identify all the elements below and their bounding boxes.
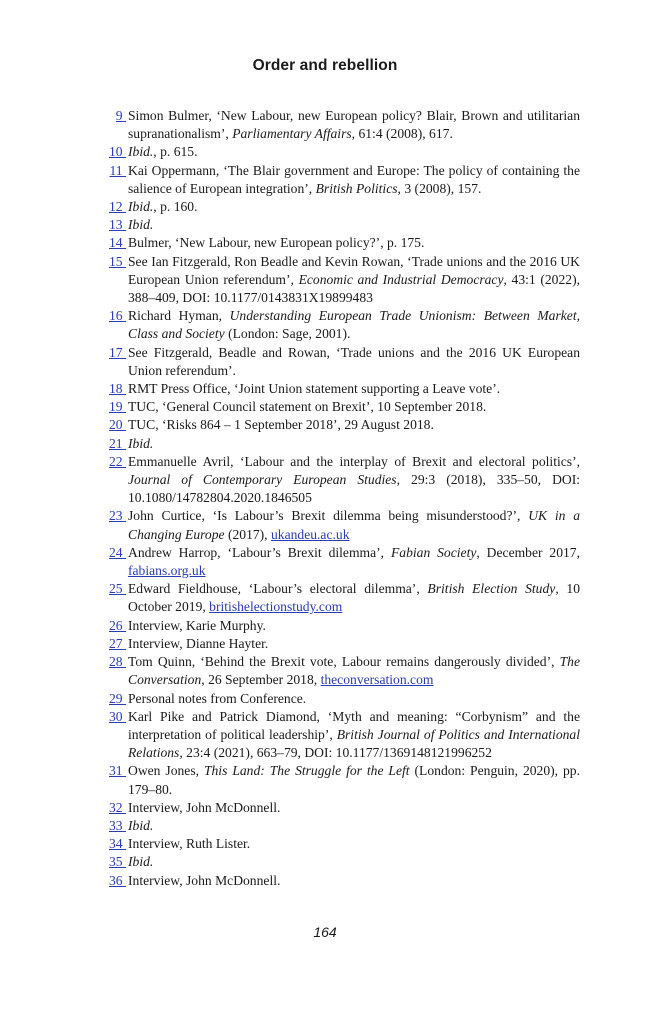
endnote-item bbox=[102, 216, 580, 234]
endnote-item bbox=[102, 307, 580, 343]
text-run: Kai Oppermann, ‘The Blair government and Europe: The policy of containing the salience of European integration’, bbox=[128, 162, 580, 196]
text-run: Edward Fieldhouse, ‘Labour’s electoral dilemma’, bbox=[128, 581, 428, 597]
italic-title: Ibid. bbox=[128, 199, 154, 215]
text-run: , December 2017, bbox=[476, 544, 581, 560]
text-run: Interview, John McDonnell. bbox=[128, 799, 281, 815]
text-run: TUC, ‘General Council statement on Brexit’, 10 September 2018. bbox=[128, 399, 487, 415]
endnote-backlink[interactable]: 35 bbox=[109, 854, 126, 870]
endnote-backlink[interactable]: 14 bbox=[109, 235, 126, 251]
endnote-text bbox=[128, 453, 580, 508]
text-run: Personal notes from Conference. bbox=[128, 690, 307, 706]
italic-title: Ibid. bbox=[128, 817, 154, 833]
endnote-backlink[interactable]: 25 bbox=[109, 581, 126, 597]
endnote-backlink[interactable]: 29 bbox=[109, 690, 126, 706]
text-run: Richard Hyman, bbox=[128, 308, 230, 324]
text-run: Karl Pike and Patrick Diamond, ‘Myth and meaning: “Corbynism” and the interpretation of political leadership’, bbox=[128, 708, 580, 742]
text-run: , p. 160. bbox=[153, 199, 198, 215]
italic-title: British Journal of Politics and International Relations bbox=[128, 726, 580, 761]
endnote-backlink[interactable]: 28 bbox=[109, 654, 126, 670]
endnote-backlink[interactable]: 21 bbox=[109, 435, 126, 451]
italic-title: Parliamentary Affairs bbox=[232, 126, 352, 142]
italic-title: Ibid. bbox=[128, 854, 154, 870]
endnote-backlink[interactable]: 11 bbox=[109, 162, 126, 178]
text-run: , 23:4 (2021), 663–79, DOI: 10.1177/1369148121996252 bbox=[179, 745, 492, 761]
text-run: Interview, Ruth Lister. bbox=[128, 836, 251, 852]
endnote-text bbox=[128, 817, 580, 835]
text-run: , 29:3 (2018), 335–50, DOI: 10.1080/14782804.2020.1846505 bbox=[128, 472, 581, 506]
text-run: , 61:4 (2008), 617. bbox=[351, 126, 453, 142]
text-run: Simon Bulmer, ‘New Labour, new European policy? Blair, Brown and utilitarian supranationalism’, bbox=[128, 108, 580, 142]
endnote-item bbox=[102, 853, 580, 871]
italic-title: British Politics bbox=[315, 180, 398, 196]
italic-title: Ibid. bbox=[128, 435, 154, 451]
text-run: , 10 October 2019, bbox=[128, 581, 580, 615]
endnote-text bbox=[128, 380, 580, 398]
italic-title: Understanding European Trade Unionism: Between Market, Class and Society bbox=[128, 308, 580, 342]
endnote-text bbox=[128, 507, 580, 543]
endnote-item bbox=[102, 435, 580, 453]
endnote-text bbox=[128, 653, 580, 689]
endnote-backlink[interactable]: 9 bbox=[115, 108, 126, 123]
reference-link[interactable]: theconversation.com bbox=[320, 672, 434, 688]
endnote-text bbox=[128, 107, 580, 143]
endnote-text bbox=[128, 635, 580, 653]
endnote-backlink[interactable]: 22 bbox=[109, 453, 126, 469]
endnote-item bbox=[102, 817, 580, 835]
text-run: , 3 (2008), 157. bbox=[397, 180, 482, 196]
text-run: Interview, Dianne Hayter. bbox=[128, 635, 269, 651]
endnote-backlink[interactable]: 24 bbox=[109, 544, 126, 560]
endnote-text bbox=[128, 344, 580, 380]
endnote-item bbox=[102, 380, 580, 398]
italic-title: UK in a Changing Europe bbox=[128, 508, 580, 542]
endnote-item bbox=[102, 580, 580, 616]
endnote-text bbox=[128, 872, 580, 890]
endnote-item bbox=[102, 143, 580, 161]
endnote-text bbox=[128, 307, 580, 343]
endnote-backlink[interactable]: 34 bbox=[109, 836, 126, 852]
endnote-backlink[interactable]: 13 bbox=[109, 217, 126, 233]
italic-title: This Land: The Struggle for the Left bbox=[203, 763, 410, 779]
endnote-text bbox=[128, 253, 580, 308]
endnote-backlink[interactable]: 31 bbox=[109, 763, 126, 779]
endnote-text bbox=[128, 835, 580, 853]
italic-title: Fabian Society bbox=[390, 544, 477, 560]
endnote-item bbox=[102, 416, 580, 434]
reference-link[interactable]: fabians.org.uk bbox=[128, 563, 206, 579]
endnote-item bbox=[102, 198, 580, 216]
endnote-backlink[interactable]: 27 bbox=[109, 635, 126, 651]
endnote-item bbox=[102, 453, 580, 508]
endnote-item bbox=[102, 708, 580, 763]
endnote-item bbox=[102, 799, 580, 817]
italic-title: The Conversation bbox=[128, 654, 580, 688]
text-run: , 43:1 (2022), 388–409, DOI: 10.1177/0143831X19899483 bbox=[128, 271, 580, 306]
text-run: Tom Quinn, ‘Behind the Brexit vote, Labour remains dangerously divided’, bbox=[128, 654, 560, 670]
reference-link[interactable]: britishelectionstudy.com bbox=[209, 599, 343, 615]
endnote-text bbox=[128, 544, 580, 580]
endnote-text bbox=[128, 617, 580, 635]
page-number: 164 bbox=[313, 924, 337, 940]
endnote-item bbox=[102, 398, 580, 416]
text-run: RMT Press Office, ‘Joint Union statement supporting a Leave vote’. bbox=[128, 381, 501, 397]
endnote-item bbox=[102, 617, 580, 635]
reference-link[interactable]: ukandeu.ac.uk bbox=[270, 526, 350, 542]
endnote-text bbox=[128, 162, 580, 198]
endnote-item bbox=[102, 835, 580, 853]
italic-title: British Election Study bbox=[427, 581, 556, 597]
endnotes-list bbox=[102, 107, 580, 890]
endnote-backlink[interactable]: 30 bbox=[109, 708, 126, 724]
text-run: , p. 615. bbox=[153, 144, 198, 160]
text-run: John Curtice, ‘Is Labour’s Brexit dilemma being misunderstood?’, bbox=[128, 508, 529, 524]
endnote-text bbox=[128, 762, 580, 798]
endnote-backlink[interactable]: 12 bbox=[109, 199, 126, 215]
endnote-backlink[interactable]: 15 bbox=[109, 253, 126, 269]
endnote-backlink[interactable]: 36 bbox=[109, 872, 126, 888]
endnote-item bbox=[102, 234, 580, 252]
endnote-item bbox=[102, 253, 580, 308]
text-run: (London: Sage, 2001). bbox=[224, 326, 351, 342]
text-run: TUC, ‘Risks 864 – 1 September 2018’, 29 August 2018. bbox=[128, 417, 434, 433]
endnote-text bbox=[128, 708, 580, 763]
endnote-text bbox=[128, 143, 580, 161]
endnote-item bbox=[102, 107, 580, 143]
endnote-item bbox=[102, 653, 580, 689]
italic-title: Ibid. bbox=[128, 144, 154, 160]
endnote-item bbox=[102, 544, 580, 580]
italic-title: Economic and Industrial Democracy bbox=[298, 271, 504, 287]
endnote-text bbox=[128, 216, 580, 234]
endnote-backlink[interactable]: 23 bbox=[109, 508, 126, 524]
endnote-backlink[interactable]: 33 bbox=[109, 817, 126, 833]
endnote-text bbox=[128, 580, 580, 616]
endnote-backlink[interactable]: 17 bbox=[109, 344, 126, 360]
text-run: Interview, Karie Murphy. bbox=[128, 617, 266, 633]
running-header: Order and rebellion bbox=[252, 57, 398, 74]
text-run: Bulmer, ‘New Labour, new European policy?’, p. 175. bbox=[128, 235, 425, 251]
endnote-text bbox=[128, 416, 580, 434]
text-run: See Ian Fitzgerald, Ron Beadle and Kevin Rowan, ‘Trade unions and the 2016 UK European Union referendum’, bbox=[128, 253, 580, 287]
endnote-item bbox=[102, 507, 580, 543]
text-run: , 26 September 2018, bbox=[201, 672, 321, 688]
text-run: (2017), bbox=[224, 526, 271, 542]
endnote-item bbox=[102, 690, 580, 708]
endnote-backlink[interactable]: 10 bbox=[109, 144, 126, 160]
endnote-text bbox=[128, 690, 580, 708]
endnote-text bbox=[128, 799, 580, 817]
endnote-backlink[interactable]: 18 bbox=[109, 381, 126, 397]
endnote-item bbox=[102, 344, 580, 380]
italic-title: Journal of Contemporary European Studies bbox=[128, 472, 397, 488]
text-run: See Fitzgerald, Beadle and Rowan, ‘Trade unions and the 2016 UK European Union referendum’. bbox=[128, 344, 580, 378]
endnote-item bbox=[102, 872, 580, 890]
endnote-backlink[interactable]: 32 bbox=[109, 799, 126, 815]
endnote-text bbox=[128, 234, 580, 252]
text-run: Andrew Harrop, ‘Labour’s Brexit dilemma’, bbox=[128, 544, 391, 560]
endnote-text bbox=[128, 398, 580, 416]
endnote-item bbox=[102, 762, 580, 798]
text-run: Owen Jones, bbox=[128, 763, 204, 779]
endnote-backlink[interactable]: 20 bbox=[109, 417, 126, 433]
endnote-text bbox=[128, 853, 580, 871]
endnote-item bbox=[102, 162, 580, 198]
italic-title: Ibid. bbox=[128, 217, 154, 233]
endnote-text bbox=[128, 435, 580, 453]
endnote-backlink[interactable]: 19 bbox=[109, 399, 126, 415]
text-run: (London: Penguin, 2020), pp. 179–80. bbox=[128, 763, 580, 797]
endnote-item bbox=[102, 635, 580, 653]
endnote-text bbox=[128, 198, 580, 216]
endnote-backlink[interactable]: 16 bbox=[109, 308, 126, 324]
text-run: Interview, John McDonnell. bbox=[128, 872, 281, 888]
text-run: Emmanuelle Avril, ‘Labour and the interplay of Brexit and electoral politics’, bbox=[128, 453, 580, 469]
endnote-backlink[interactable]: 26 bbox=[109, 617, 126, 633]
